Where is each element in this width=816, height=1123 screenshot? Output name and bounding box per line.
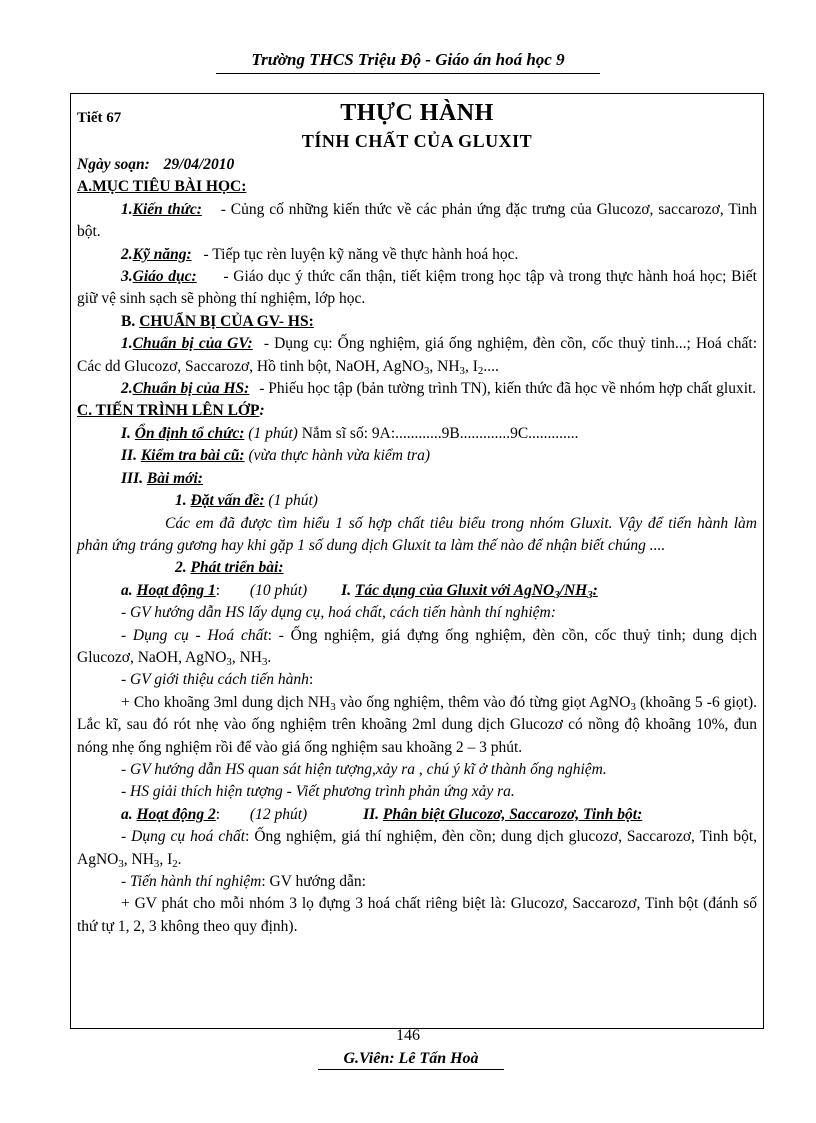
activity-1-title-text: Tác dụng của Gluxit với AgNO <box>354 581 555 599</box>
activity-1-title-num: I. <box>341 581 351 599</box>
activity-2-equip-sub1: 3 <box>118 857 124 870</box>
activity-1-equip-sub1: 3 <box>226 655 232 668</box>
skill-num: 2. <box>121 245 133 263</box>
activity-1-equip-sub2: 3 <box>261 655 268 668</box>
intro-num: 1. <box>175 492 187 510</box>
stabilize-label: Ổn định tổ chức: <box>134 424 245 442</box>
objective-education <box>77 266 757 311</box>
prep-student-text: - Phiếu học tập (bản tường trình TN), kiến thức đã học về nhóm hợp chất gluxit. <box>259 380 757 398</box>
stabilize-num: I. <box>121 424 131 442</box>
education-label: Giáo dục: <box>132 268 197 286</box>
objective-knowledge <box>77 199 757 244</box>
activity-2-procedure <box>77 871 757 893</box>
activity-1-time: (10 phút) <box>249 581 308 599</box>
activity-1-intro <box>77 669 757 691</box>
activity-1-guide: - GV hướng dẫn HS lấy dụng cụ, hoá chất, cách tiến hành thí nghiệm: <box>121 604 556 622</box>
intro-label: Đặt vấn đề: <box>190 492 265 510</box>
activity-2-title: Phân biệt Glucozơ, Saccarozơ, Tinh bột: <box>382 805 643 823</box>
activity-1-title-sub1: 3 <box>554 588 560 601</box>
date-line <box>77 154 757 176</box>
prep-student-label: Chuẩn bị của HS: <box>132 380 250 398</box>
section-c-heading <box>77 400 757 422</box>
activity-1-equip-mid: , NH <box>231 648 262 666</box>
activity-1-equipment <box>77 625 757 670</box>
activity-2-equip-sub2: 3 <box>153 857 160 870</box>
activity-1-observe: - GV hướng dẫn HS quan sát hiện tượng,xảy ra , chú ý kĩ ở thành ống nghiệm. <box>121 760 607 778</box>
activity-2-heading <box>77 804 757 826</box>
activity-2-time: (12 phút) <box>249 805 308 823</box>
activity-1-title-sub2: 3 <box>587 588 593 601</box>
activity-1-explain: - HS giải thích hiện tượng - Viết phương trình phản ứng xảy ra. <box>121 783 515 801</box>
section-c-colon: : <box>259 402 265 420</box>
activity-2-equipment <box>77 826 757 871</box>
objective-skill <box>77 244 757 266</box>
activity-1-equip-text: : - Ống nghiệm, giá đựng ống nghiệm, đèn cồn, cốc thuỷ tinh; dung dịch Glucozơ, NaOH, AgNO <box>77 626 757 666</box>
develop-num: 2. <box>175 559 187 577</box>
activity-2-label: Hoạt động 2 <box>136 805 216 823</box>
step-new-lesson <box>77 468 757 490</box>
activity-1-step-a: + Cho khoãng 3ml dung dịch NH <box>121 693 331 711</box>
check-text: (vừa thực hành vừa kiểm tra) <box>248 447 431 465</box>
intro-time: (1 phút) <box>268 492 318 510</box>
stabilize-time: (1 phút) <box>248 424 298 442</box>
activity-2-num: a. <box>121 805 133 823</box>
i2-subscript: 2 <box>477 364 484 377</box>
prep-teacher <box>77 333 757 378</box>
section-b-title: CHUẨN BỊ CỦA GV- HS: <box>139 312 314 330</box>
prep-teacher-text: - Dụng cụ: Ống nghiệm, giá ống nghiệm, đèn cồn, cốc thuỷ tinh...; Hoá chất: Các dd Glucozơ, Saccarozơ, Hồ tinh bột, NaOH, AgNO <box>77 335 757 375</box>
lesson-number: Tiết 67 <box>77 110 122 126</box>
step-intro-heading <box>77 490 757 512</box>
lesson-content <box>77 154 757 938</box>
activity-1-step-b: vào ống nghiệm, thêm vào đó từng giọt AgNO <box>335 693 631 711</box>
date-value: 29/04/2010 <box>163 156 235 173</box>
activity-1-step <box>77 692 757 759</box>
prep-student-num: 2. <box>121 380 133 398</box>
date-label: Ngày soạn: <box>77 156 150 173</box>
section-c-title: C. TIẾN TRÌNH LÊN LỚP <box>77 402 260 420</box>
section-a-heading: A.MỤC TIÊU BÀI HỌC: <box>77 178 247 196</box>
activity-1-intro-label: - GV giới thiệu cách tiến hành <box>121 671 309 689</box>
step-develop <box>77 557 757 579</box>
activity-1-colon: : <box>215 581 221 599</box>
activity-1-step-c: (khoãng 5 -6 giọt). Lắc kĩ, sau đó rót nhẹ vào ống nghiệm trên khoãng 2ml dung dịch Glucozơ có nồng độ khoãng 10%, đun nóng nhẹ ống nghiệm rồi để vào giá ống nghiệm sau khoãng 2 – 3 phút. <box>77 693 757 756</box>
check-label: Kiểm tra bài cũ: <box>140 447 245 465</box>
develop-label: Phát triển bài: <box>190 559 284 577</box>
activity-2-equip-text: : Ống nghiệm, giá thí nghiệm, đèn cồn; dung dịch glucozơ, Saccarozơ, Tinh bột, AgNO <box>77 828 757 868</box>
prep-teacher-label: Chuẩn bị của GV: <box>132 335 253 353</box>
activity-1-heading <box>77 580 757 602</box>
title-row <box>77 98 757 128</box>
stabilize-text: Nắm sĩ số: 9A:............9B.............9C............. <box>301 424 579 442</box>
activity-1-equip-end: . <box>267 648 272 666</box>
activity-1-step-sub2: 3 <box>630 700 636 713</box>
activity-2-equip-end: . <box>177 850 182 868</box>
activity-1-title-mid: /NH <box>559 581 588 599</box>
activity-2-title-num: II. <box>363 805 380 823</box>
activity-1-title-end: : <box>592 581 598 599</box>
activity-1-label: Hoạt động 1 <box>136 581 216 599</box>
activity-1-num: a. <box>121 581 133 599</box>
new-lesson-label: Bài mới: <box>146 469 203 487</box>
activity-2-colon: : <box>215 805 221 823</box>
skill-text: - Tiếp tục rèn luyện kỹ năng về thực hành hoá học. <box>203 245 519 263</box>
page-number: 146 <box>396 1027 420 1044</box>
footer-teacher: G.Viên: Lê Tấn Hoà <box>318 1050 504 1070</box>
lesson-subtitle: TÍNH CHẤT CỦA GLUXIT <box>301 131 533 151</box>
new-lesson-num: III. <box>121 469 143 487</box>
lesson-title: THỰC HÀNH <box>340 100 494 126</box>
intro-text: Các em đã được tìm hiểu 1 số hợp chất tiêu biểu trong nhóm Gluxit. Vậy để tiến hành làm phản ứng tráng gương hay khi gặp 1 số dung dịch Gluxit ta làm thế nào để nhận biết chúng .... <box>77 514 757 554</box>
page-header: Trường THCS Triệu Độ - Giáo án hoá học 9 <box>216 50 600 74</box>
agno3-subscript: 3 <box>423 364 430 377</box>
activity-2-equip-mid: , NH <box>123 850 154 868</box>
step-stabilize <box>77 423 757 445</box>
activity-1-step-sub1: 3 <box>330 700 336 713</box>
activity-1-equip-label: - Dụng cụ - Hoá chất <box>121 626 268 644</box>
prep-teacher-iodine: , I <box>464 357 478 375</box>
activity-2-step: + GV phát cho mỗi nhóm 3 lọ đựng 3 hoá chất riêng biệt là: Glucozơ, Saccarozơ, Tinh bột (đánh số thứ tự 1, 2, 3 không theo quy định). <box>77 895 757 935</box>
check-num: II. <box>121 447 137 465</box>
activity-2-equip-sub3: 2 <box>172 857 178 870</box>
activity-2-equip-mid2: , I <box>159 850 173 868</box>
step-check <box>77 445 757 467</box>
activity-2-proc-label: - Tiến hành thí nghiệm <box>121 873 262 890</box>
prep-teacher-tail: .... <box>483 357 499 375</box>
activity-1-title <box>355 582 598 599</box>
nh3-subscript: 3 <box>459 364 465 377</box>
prep-student <box>77 378 757 400</box>
education-text: - Giáo dục ý thức cẩn thận, tiết kiệm trong học tập và trong thực hành hoá học; Biết giữ vệ sinh sạch sẽ phòng thí nghiệm, lớp học. <box>77 268 757 308</box>
skill-label: Kỹ năng: <box>132 245 192 263</box>
prep-teacher-num: 1. <box>121 335 133 353</box>
activity-2-proc-text: : GV hướng dẫn: <box>261 873 366 890</box>
knowledge-num: 1. <box>121 200 133 218</box>
lesson-frame <box>70 93 764 1029</box>
section-b-prefix: B. <box>121 312 136 330</box>
knowledge-text: - Củng cố những kiến thức về các phản ứng đặc trưng của Glucozơ, saccarozơ, Tinh bột. <box>77 200 758 241</box>
section-b-heading <box>77 311 757 333</box>
activity-1-intro-end: : <box>308 671 314 689</box>
education-num: 3. <box>121 268 133 286</box>
knowledge-label: Kiến thức: <box>132 200 202 218</box>
prep-teacher-nh: , NH <box>429 357 460 375</box>
activity-2-equip-label: - Dụng cụ hoá chất <box>121 828 246 846</box>
